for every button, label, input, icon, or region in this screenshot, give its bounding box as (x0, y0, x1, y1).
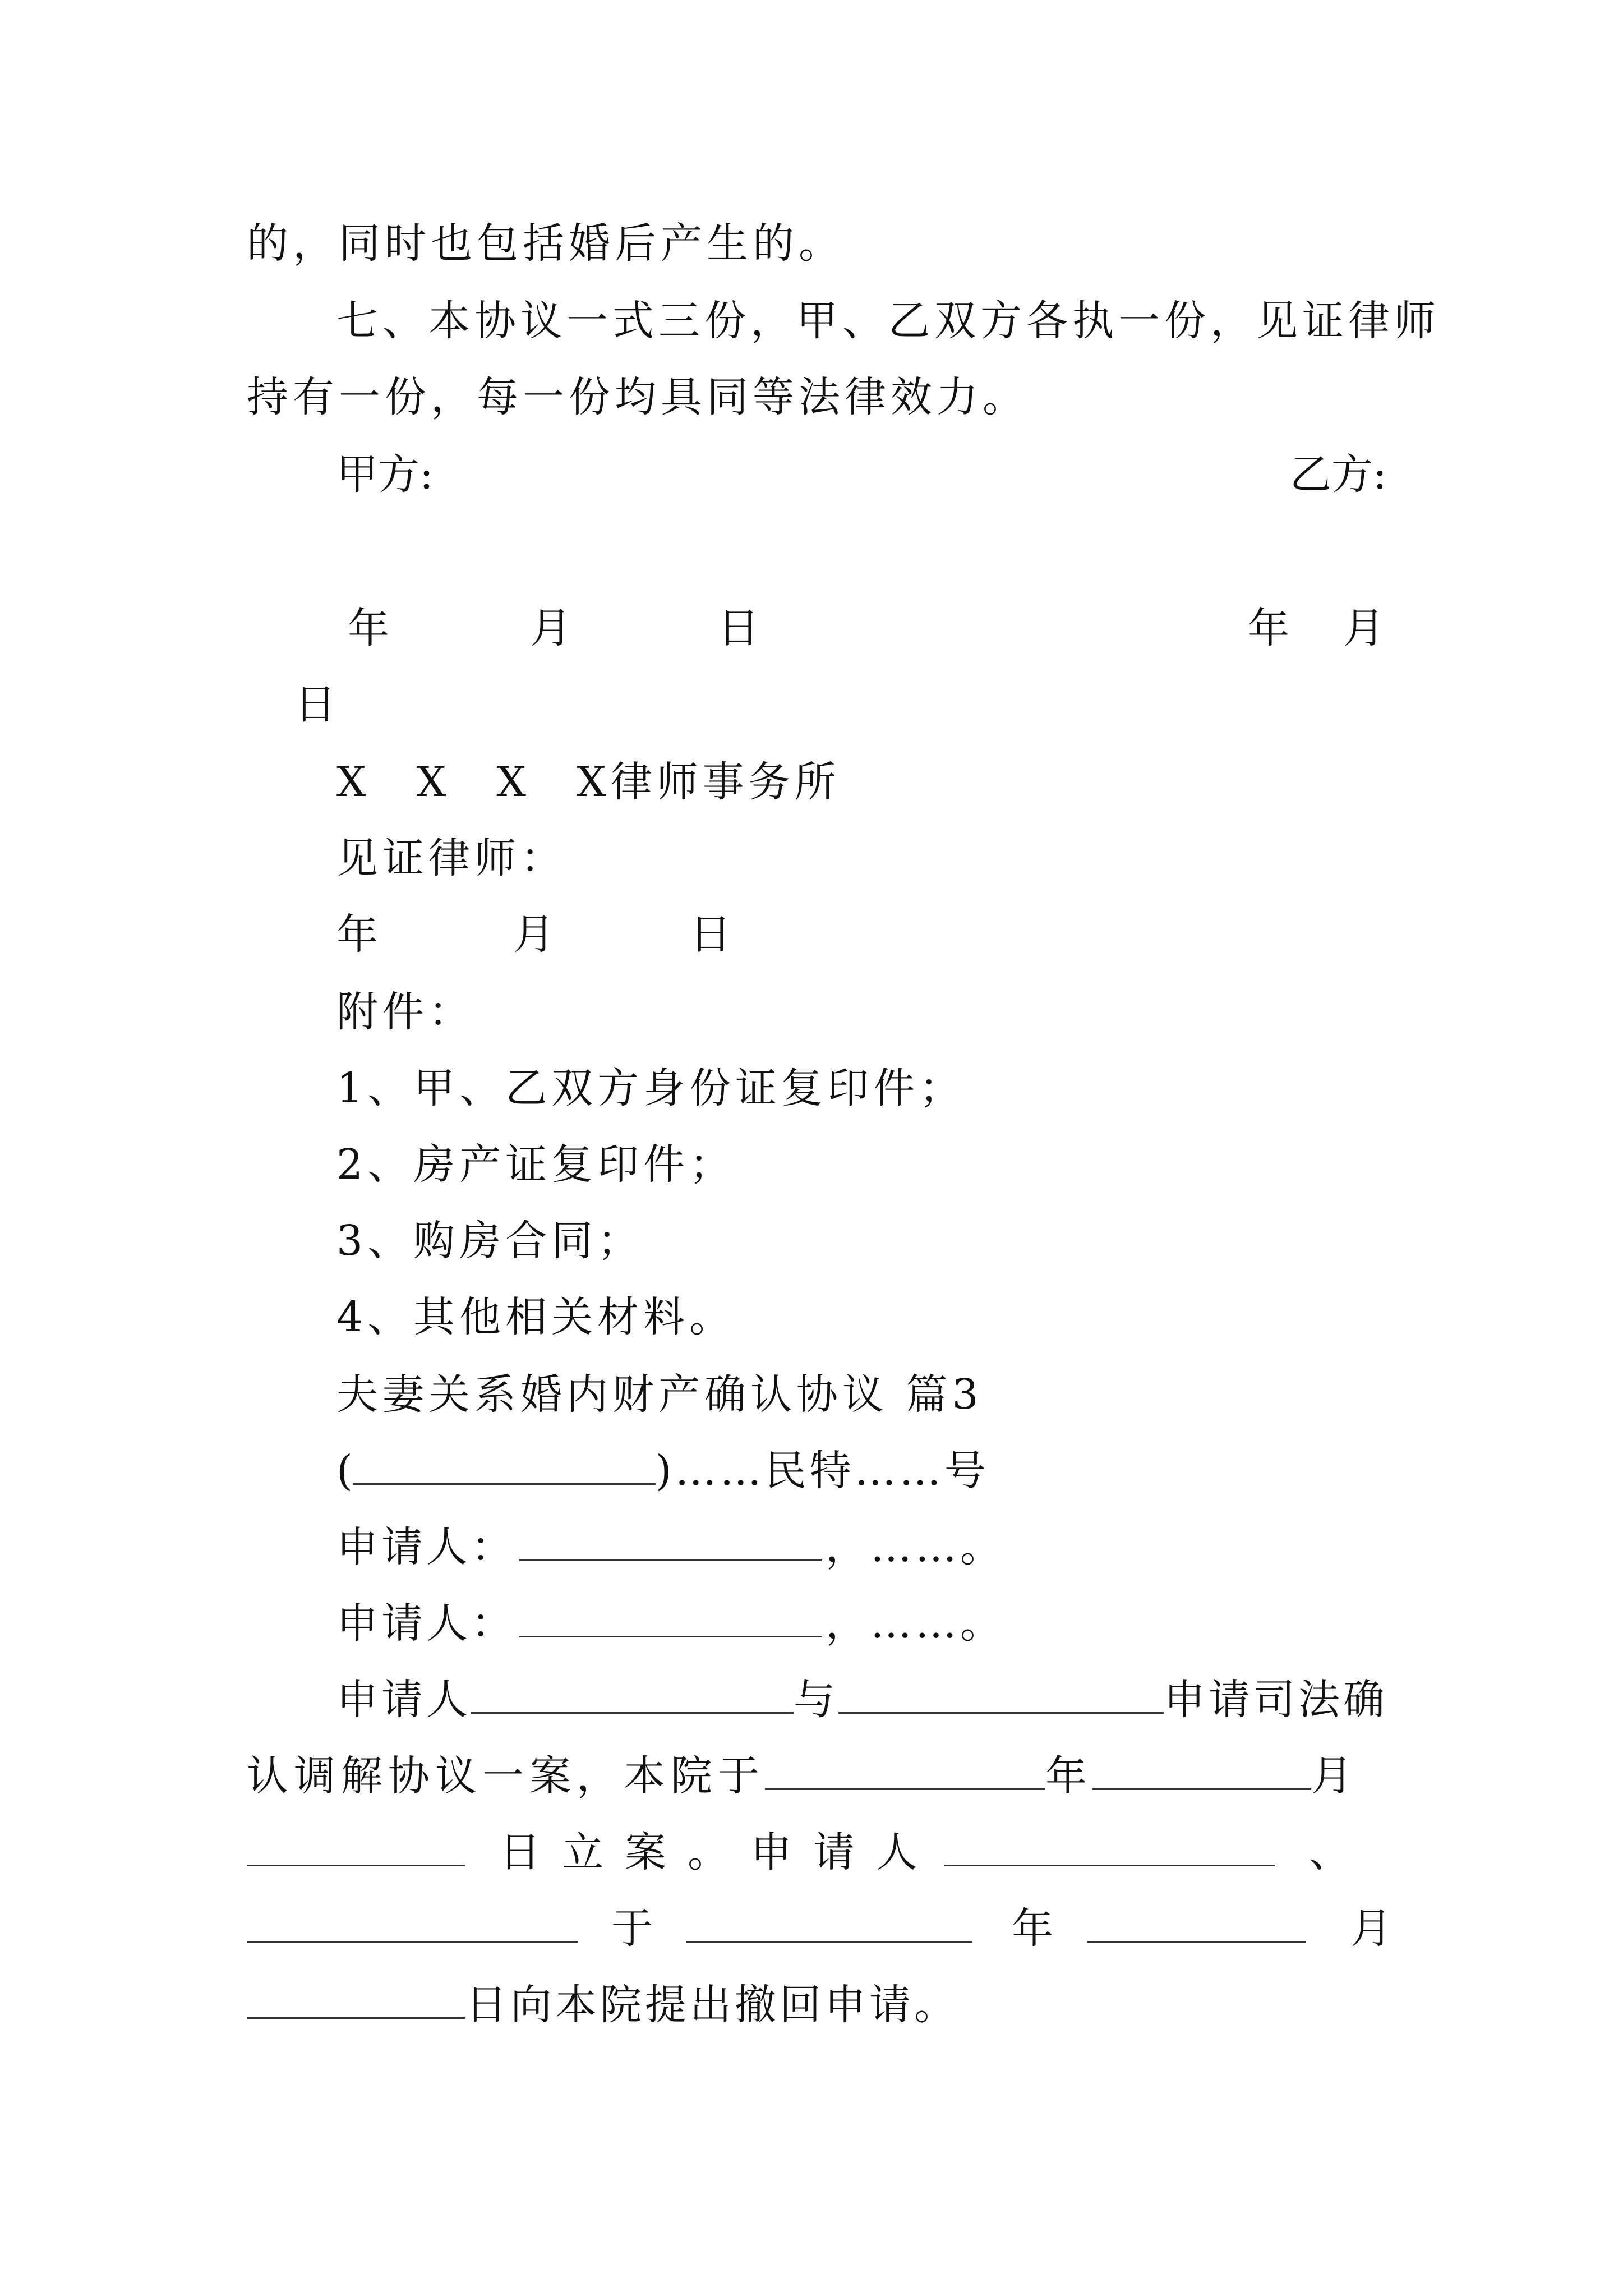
text-month: 月 (1350, 1904, 1392, 1953)
paragraph-line-1 (336, 1672, 1388, 1728)
clause-7-line-1: 七、本协议一式三份，甲、乙双方各执一份，见证律师 (336, 297, 1440, 345)
party-b-year: 年 (1248, 604, 1289, 652)
attachment-item: 4、其他相关材料。 (336, 1293, 736, 1341)
text-year: 年 (1045, 1752, 1092, 1800)
filing-month-blank (1092, 1749, 1311, 1790)
witness-year: 年 (336, 910, 378, 959)
text-case-filed: 认调解协议一案，本院于 (247, 1752, 765, 1800)
witness-lawyer-label: 见证律师： (336, 834, 566, 882)
text-and: 与 (794, 1676, 838, 1724)
clause-7-line-2: 持有一份，每一份均具同等法律效力。 (247, 373, 1029, 421)
witness-day: 日 (690, 910, 731, 959)
withdraw-month-blank (1087, 1902, 1306, 1943)
party-a-year: 年 (348, 604, 389, 652)
applicant-line-1 (336, 1519, 1005, 1575)
respondent-blank (838, 1673, 1164, 1714)
text-month: 月 (1311, 1752, 1358, 1800)
case-number-line (336, 1443, 989, 1499)
applicant-suffix: ，……。 (826, 1599, 1005, 1648)
attachments-title: 附件： (336, 988, 474, 1036)
party-b-day: 日 (294, 680, 336, 729)
attachment-item: 3、购房合同； (336, 1217, 644, 1265)
applicant-name-blank (247, 1902, 578, 1943)
applicant-name-blank (519, 1596, 822, 1637)
party-a-day: 日 (718, 604, 759, 652)
section-title: 夫妻关系婚内财产确认协议 篇3 (336, 1370, 983, 1419)
withdraw-day-blank (247, 1978, 465, 2019)
case-number-blank (353, 1444, 656, 1485)
text-separator: 、 (1309, 1828, 1350, 1876)
filing-year-blank (765, 1749, 1045, 1790)
party-a-month: 月 (530, 604, 571, 652)
law-firm-name: X X X X律师事务所 (336, 758, 841, 806)
paragraph-line-3 (247, 1824, 1350, 1880)
withdraw-year-blank (686, 1902, 972, 1943)
applicant-suffix: ，……。 (826, 1523, 1005, 1571)
text-year: 年 (1012, 1904, 1053, 1953)
text-withdraw: 日向本院提出撤回申请。 (465, 1981, 959, 2029)
applicant-blank (471, 1673, 794, 1714)
text-confirm: 申请司法确 (1164, 1676, 1388, 1724)
applicant-label: 申请人： (336, 1523, 516, 1571)
case-number-close: )……民特……号 (655, 1447, 989, 1495)
attachment-item: 1、甲、乙双方身份证复印件； (336, 1064, 966, 1112)
applicant-name-blank (519, 1520, 822, 1561)
party-b-label: 乙方: (1290, 450, 1387, 499)
paragraph-line: 的，同时也包括婚后产生的。 (247, 219, 845, 268)
applicant-label: 申请人： (336, 1599, 516, 1648)
applicant-name-blank (944, 1825, 1275, 1866)
text-registered: 日立案。申请人 (499, 1828, 939, 1876)
text-applicant: 申请人 (336, 1676, 471, 1724)
case-number-open: ( (336, 1447, 353, 1495)
paragraph-line-5 (247, 1977, 959, 2033)
paragraph-line-2 (247, 1748, 1358, 1804)
filing-day-blank (247, 1825, 465, 1866)
attachment-item: 2、房产证复印件； (336, 1140, 736, 1189)
paragraph-line-4 (247, 1901, 1392, 1957)
witness-month: 月 (513, 910, 555, 959)
party-a-label: 甲方: (336, 450, 434, 499)
applicant-line-2 (336, 1595, 1005, 1651)
party-b-month: 月 (1343, 604, 1385, 652)
text-yu: 于 (611, 1904, 653, 1953)
